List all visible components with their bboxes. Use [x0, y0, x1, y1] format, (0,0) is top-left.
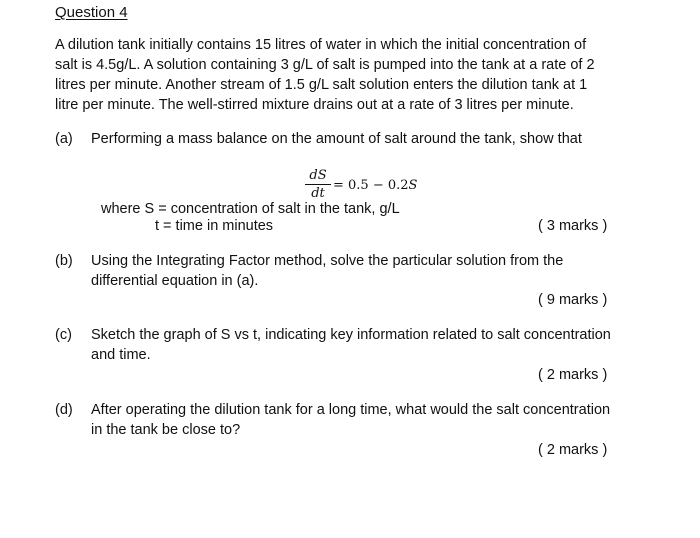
part-a-marks: ( 3 marks ): [538, 218, 608, 234]
part-d-label: (d): [55, 402, 73, 418]
intro-line: A dilution tank initially contains 15 litres of water in which the initial concentration of: [55, 37, 587, 53]
part-b-label: (b): [55, 253, 73, 269]
equation-rhs: [333, 178, 417, 193]
equation-denominator: dt: [311, 186, 325, 201]
part-b-marks: ( 9 marks ): [538, 292, 608, 308]
intro-line: litres per minute. Another stream of 1.5 g/L salt solution enters the dilution tank at 1: [55, 77, 588, 93]
part-b-text: Using the Integrating Factor method, solve the particular solution from the: [91, 253, 564, 269]
definition-t: t = time in minutes: [155, 218, 274, 234]
equation-fraction: [305, 168, 331, 201]
part-c-text: and time.: [91, 347, 151, 363]
part-c-marks: ( 2 marks ): [538, 367, 608, 383]
part-c-text: Sketch the graph of S vs t, indicating key information related to salt concentration: [91, 327, 611, 343]
part-c-label: (c): [55, 327, 72, 343]
intro-line: salt is 4.5g/L. A solution containing 3 g/L of salt is pumped into the tank at a rate of 2: [55, 57, 595, 73]
question-heading: Question 4: [55, 4, 128, 21]
part-d-marks: ( 2 marks ): [538, 442, 608, 458]
fraction-bar: [305, 184, 331, 185]
definition-s: where S = concentration of salt in the tank, g/L: [101, 201, 400, 217]
part-a-text: Performing a mass balance on the amount of salt around the tank, show that: [91, 131, 582, 147]
part-d-text: After operating the dilution tank for a long time, what would the salt concentration: [91, 402, 611, 418]
equation-numerator: dS: [309, 168, 327, 183]
part-a-label: (a): [55, 131, 73, 147]
equation-rhs-prefix: = 0.5 − 0.2: [333, 178, 409, 193]
equation-rhs-var: S: [408, 178, 418, 193]
intro-line: litre per minute. The well-stirred mixture drains out at a rate of 3 litres per minute.: [55, 97, 574, 113]
part-d-text: in the tank be close to?: [91, 422, 241, 438]
part-b-text: differential equation in (a).: [91, 273, 259, 289]
